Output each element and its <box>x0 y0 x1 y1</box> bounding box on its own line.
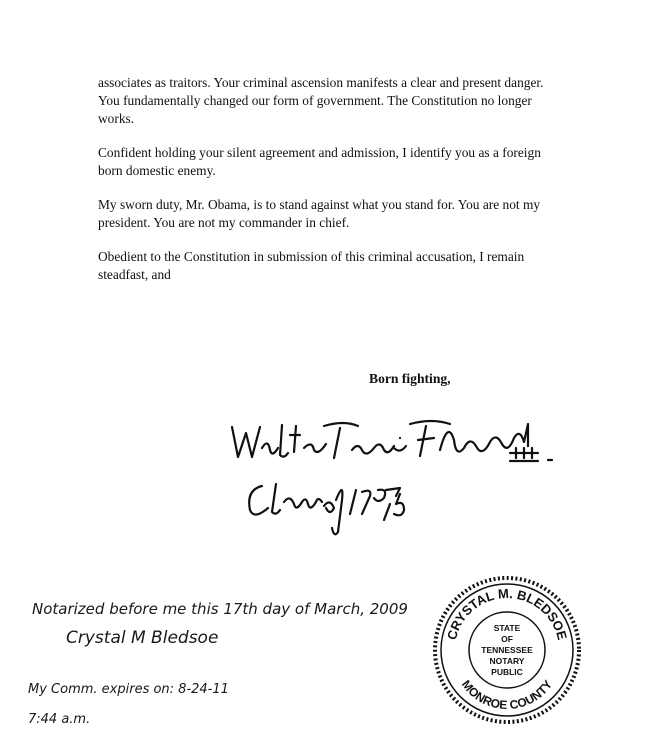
seal-center-5: PUBLIC <box>491 667 523 677</box>
paragraph-2: Confident holding your silent agreement and admission, I identify you as a foreign born domestic enemy. <box>98 145 541 178</box>
seal-center-3: TENNESSEE <box>481 645 533 655</box>
seal-center-2: OF <box>501 634 513 644</box>
paragraph-4: Obedient to the Constitution in submission of this criminal accusation, I remain steadfast, and <box>98 249 525 282</box>
notary-seal <box>433 575 581 725</box>
seal-name: CRYSTAL M. BLEDSOE <box>444 585 570 642</box>
closing-line: Born fighting, <box>369 371 451 386</box>
paragraph-1: associates as traitors. Your criminal ascension manifests a clear and present danger. You fundamentally changed our form of government. The Constitution no longer works. <box>98 75 544 126</box>
notary-line: Notarized before me this 17th day of March, 2009 <box>32 600 408 618</box>
notary-time: 7:44 a.m. <box>28 712 91 727</box>
seal-center-4: NOTARY <box>489 656 525 666</box>
notary-signature: Crystal M Bledsoe <box>66 628 219 648</box>
seal-center-1: STATE <box>493 623 521 633</box>
paragraph-3: My sworn duty, Mr. Obama, is to stand against what you stand for. You are not my president. You are not my commander in chief. <box>98 197 541 230</box>
seal-county: MONROE COUNTY <box>458 677 556 713</box>
notary-commission: My Comm. expires on: 8-24-11 <box>28 682 229 697</box>
